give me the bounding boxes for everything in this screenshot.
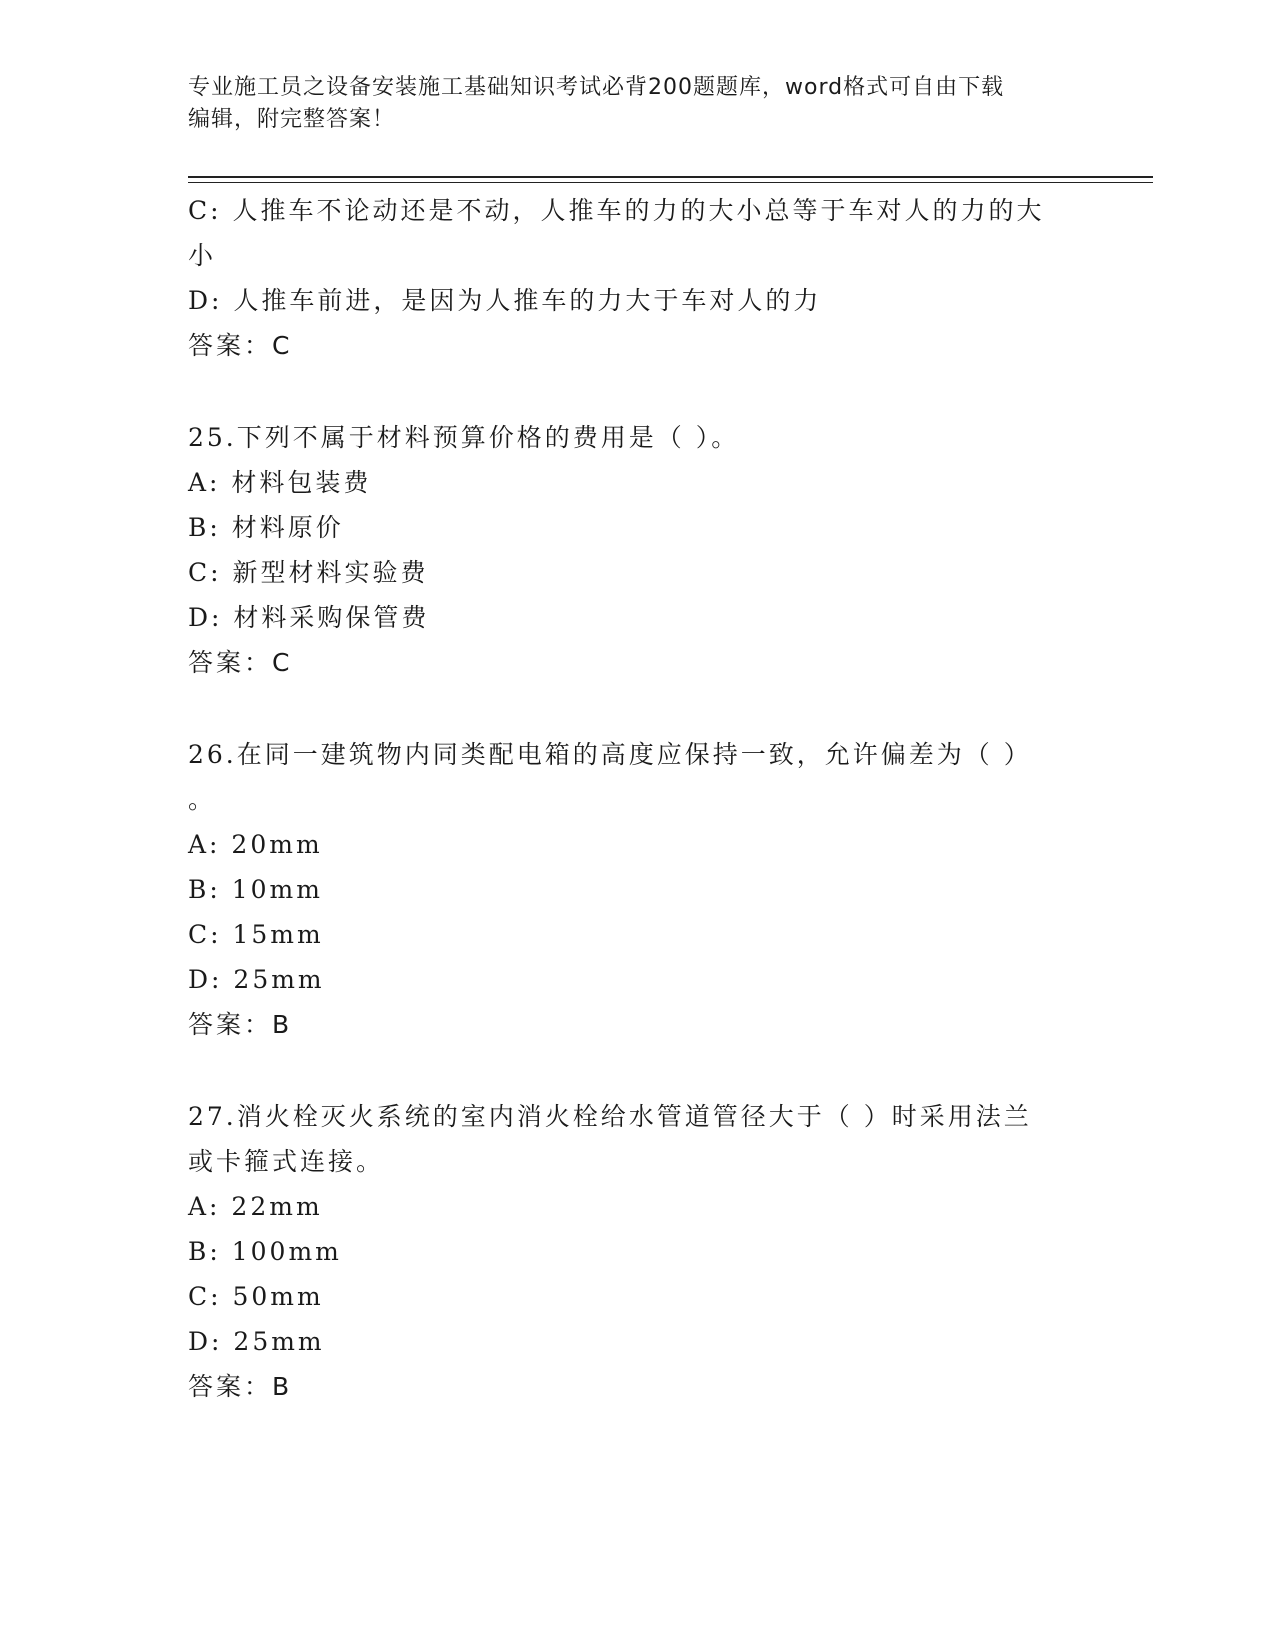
- question-text-continued: 或卡箍式连接。: [188, 1147, 385, 1176]
- header-title-line-1: 专业施工员之设备安装施工基础知识考试必背200题题库，word格式可自由下载: [188, 75, 1005, 100]
- option-b: B: 100mm: [188, 1237, 342, 1266]
- option-c-continued: 小: [188, 241, 217, 270]
- question-text: 26.在同一建筑物内同类配电箱的高度应保持一致，允许偏差为（ ）: [188, 740, 1032, 769]
- header-title-line-2: 编辑，附完整答案！: [188, 107, 396, 132]
- option-c: C: 15mm: [188, 920, 324, 949]
- question-text: 27.消火栓灭火系统的室内消火栓给水管道管径大于（ ）时采用法兰: [188, 1102, 1032, 1131]
- question-text: 25.下列不属于材料预算价格的费用是（ ）。: [188, 423, 740, 452]
- option-b: B: 材料原价: [188, 513, 344, 542]
- option-c: C: 50mm: [188, 1282, 324, 1311]
- option-d: D: 25mm: [188, 965, 325, 994]
- option-b: B: 10mm: [188, 875, 323, 904]
- option-c: C: 新型材料实验费: [188, 558, 429, 587]
- question-24-tail: [188, 188, 1088, 368]
- option-d: D: 人推车前进，是因为人推车的力大于车对人的力: [188, 286, 822, 315]
- question-text-continued: 。: [188, 785, 217, 814]
- answer: 答案：C: [188, 648, 293, 677]
- option-d: D: 25mm: [188, 1327, 325, 1356]
- answer: 答案：B: [188, 1372, 293, 1401]
- option-c: C: 人推车不论动还是不动，人推车的力的大小总等于车对人的力的大: [188, 196, 1045, 225]
- document-header: [188, 72, 1068, 136]
- answer: 答案：B: [188, 1010, 293, 1039]
- header-divider-bottom: [188, 182, 1153, 183]
- question-list: [188, 188, 1088, 1409]
- answer: 答案：C: [188, 331, 293, 360]
- question-26: [188, 732, 1088, 1047]
- question-27: [188, 1094, 1088, 1409]
- option-a: A: 20mm: [188, 830, 323, 859]
- option-d: D: 材料采购保管费: [188, 603, 430, 632]
- question-25: [188, 415, 1088, 685]
- header-divider-top: [188, 176, 1153, 178]
- option-a: A: 22mm: [188, 1192, 323, 1221]
- option-a: A: 材料包装费: [188, 468, 372, 497]
